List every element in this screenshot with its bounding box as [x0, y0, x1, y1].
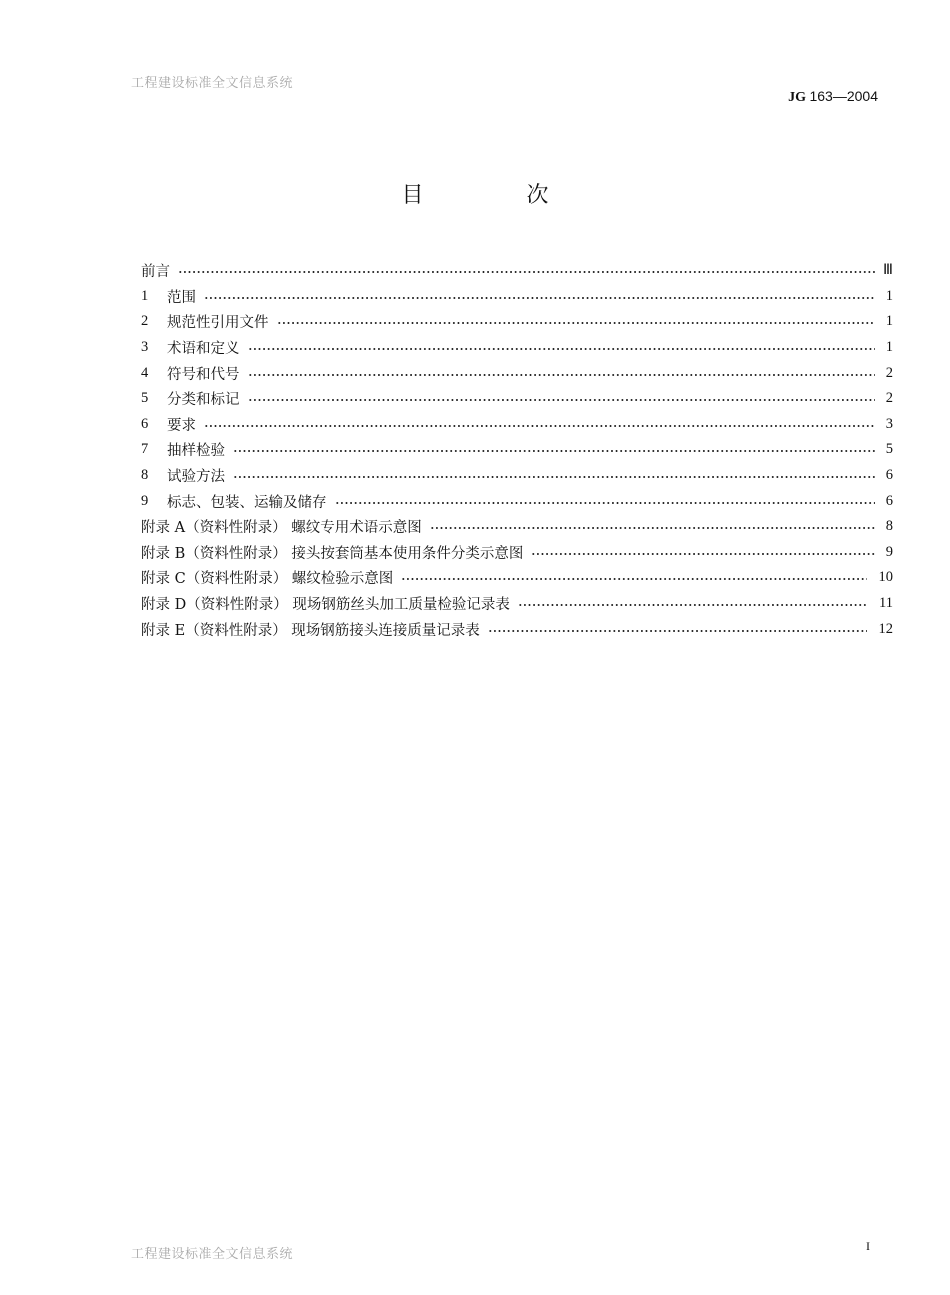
toc-title: 目 次 [401, 183, 597, 208]
dot-leader [233, 450, 875, 452]
toc-entry-normative-references[interactable] [141, 309, 893, 335]
toc-entry-label: 附录 A（资料性附录） 螺纹专用术语示意图 [141, 520, 422, 537]
toc-entry-page: 6 [885, 467, 893, 484]
toc-entry-label: 附录 D（资料性附录） 现场钢筋丝头加工质量检验记录表 [141, 597, 510, 614]
toc-entry-page: 9 [885, 543, 893, 560]
toc-entry-classification[interactable] [141, 386, 893, 412]
dot-leader [204, 425, 875, 427]
toc-entry-label: 符号和代号 [167, 366, 240, 383]
toc-entry-terms[interactable] [141, 335, 893, 361]
dot-leader [531, 553, 875, 555]
toc-entry-page: 5 [885, 441, 893, 458]
dot-leader [430, 527, 875, 529]
toc-entry-number: 4 [141, 364, 149, 381]
toc-entry-page: Ⅲ [883, 262, 893, 279]
watermark-bottom: 工程建设标准全文信息系统 [131, 1247, 294, 1262]
toc-entry-page: 2 [885, 390, 893, 407]
toc-entry-page: 10 [878, 569, 893, 586]
toc-entry-page: 8 [885, 518, 893, 535]
toc-entry-label: 试验方法 [167, 469, 225, 486]
toc-entry-appendix-e[interactable] [141, 616, 893, 642]
dot-leader [248, 399, 876, 401]
toc-entry-label: 附录 B（资料性附录） 接头按套筒基本使用条件分类示意图 [141, 545, 524, 562]
standard-prefix: JG [788, 90, 806, 105]
toc-entry-requirements[interactable] [141, 412, 893, 438]
toc-entry-label: 前言 [141, 264, 170, 281]
toc-entry-number: 6 [141, 415, 149, 432]
toc-entry-appendix-d[interactable] [141, 591, 893, 617]
toc-entry-number: 2 [141, 313, 149, 330]
dot-leader [233, 476, 875, 478]
toc-entry-number: 1 [141, 287, 149, 304]
toc-entry-page: 12 [878, 620, 893, 637]
dot-leader [248, 348, 876, 350]
page-number: I [866, 1239, 870, 1253]
toc-entry-number: 8 [141, 467, 149, 484]
toc-entry-label: 规范性引用文件 [167, 315, 269, 332]
toc-entry-test-methods[interactable] [141, 463, 893, 489]
dot-leader [401, 578, 867, 580]
dot-leader [488, 630, 867, 632]
toc-entry-label: 抽样检验 [167, 443, 225, 460]
toc-entry-sampling[interactable] [141, 437, 893, 463]
toc-entry-page: 2 [885, 364, 893, 381]
toc-entry-page: 6 [885, 492, 893, 509]
toc-entry-label: 标志、包装、运输及储存 [167, 494, 327, 511]
dot-leader [204, 297, 875, 299]
toc-entry-number: 7 [141, 441, 149, 458]
toc-entry-page: 1 [885, 339, 893, 356]
table-of-contents [141, 258, 893, 642]
toc-entry-appendix-c[interactable] [141, 565, 893, 591]
standard-number: 163—2004 [809, 88, 878, 104]
dot-leader [178, 271, 875, 273]
toc-entry-scope[interactable] [141, 284, 893, 310]
toc-entry-label: 分类和标记 [167, 392, 240, 409]
toc-entry-marking-packaging[interactable] [141, 488, 893, 514]
toc-entry-label: 附录 C（资料性附录） 螺纹检验示意图 [141, 571, 394, 588]
toc-entry-label: 范围 [167, 289, 196, 306]
toc-entry-label: 术语和定义 [167, 341, 240, 358]
toc-entry-number: 9 [141, 492, 149, 509]
toc-entry-label: 要求 [167, 417, 196, 434]
dot-leader [277, 322, 876, 324]
dot-leader [248, 374, 876, 376]
toc-entry-page: 11 [879, 595, 893, 612]
toc-entry-page: 3 [885, 415, 893, 432]
toc-entry-page: 1 [885, 313, 893, 330]
toc-entry-symbols[interactable] [141, 360, 893, 386]
toc-entry-foreword[interactable] [141, 258, 893, 284]
standard-code [788, 88, 878, 106]
toc-entry-number: 5 [141, 390, 149, 407]
toc-entry-number: 3 [141, 339, 149, 356]
watermark-top: 工程建设标准全文信息系统 [131, 76, 294, 91]
toc-entry-label: 附录 E（资料性附录） 现场钢筋接头连接质量记录表 [141, 622, 480, 639]
toc-entry-appendix-b[interactable] [141, 540, 893, 566]
dot-leader [335, 502, 876, 504]
dot-leader [518, 604, 867, 606]
toc-entry-appendix-a[interactable] [141, 514, 893, 540]
toc-entry-page: 1 [885, 287, 893, 304]
